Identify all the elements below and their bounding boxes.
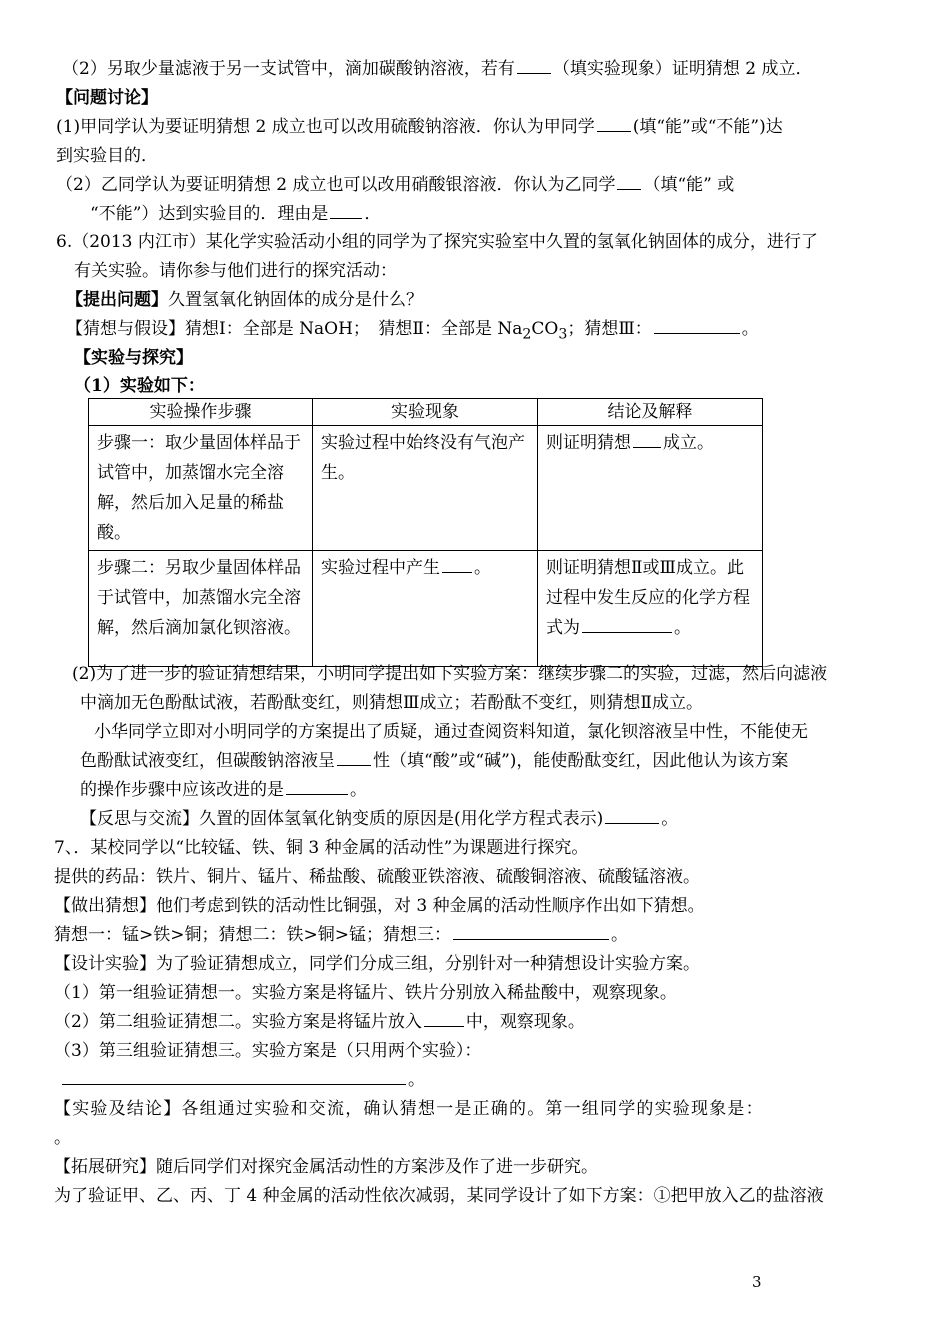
discussion-item-1: (1)甲同学认为要证明猜想 2 成立也可以改用硫酸钠溶液．你认为甲同学 (填“能”或“不能”)达 bbox=[56, 117, 783, 137]
answer-blank[interactable] bbox=[597, 115, 631, 132]
answer-blank[interactable] bbox=[330, 202, 362, 219]
page-number: 3 bbox=[752, 1273, 762, 1291]
q7-design-3: （3）第三组验证猜想三。实验方案是（只用两个实验）： bbox=[54, 1041, 482, 1061]
q7-conclusion-end: 。 bbox=[54, 1128, 71, 1148]
table-row bbox=[89, 426, 763, 551]
q6-reflection: 【反思与交流】久置的固体氢氧化钠变质的原因是(用化学方程式表示) 。 bbox=[80, 809, 679, 829]
table-header: 实验现象 bbox=[313, 399, 538, 426]
answer-blank[interactable] bbox=[517, 57, 551, 74]
q7-design: 【设计实验】为了验证猜想成立，同学们分成三组，分别针对一种猜想设计实验方案。 bbox=[54, 954, 700, 974]
discussion-item-1-cont: 到实验目的． bbox=[56, 146, 158, 166]
answer-blank[interactable] bbox=[424, 1010, 464, 1027]
experiment-table bbox=[88, 398, 763, 667]
q6-part2-line2: 中滴加无色酚酞试液，若酚酞变红，则猜想Ⅲ成立；若酚酞不变红，则猜想Ⅱ成立。 bbox=[80, 693, 703, 713]
table-header: 实验操作步骤 bbox=[89, 399, 313, 426]
table-header-row bbox=[89, 399, 763, 426]
q7-conclusion: 【实验及结论】各组通过实验和交流，确认猜想一是正确的。第一组同学的实验现象是： bbox=[54, 1099, 764, 1119]
q7-extend: 【拓展研究】随后同学们对探究金属活动性的方案涉及作了进一步研究。 bbox=[54, 1157, 598, 1177]
answer-blank[interactable] bbox=[633, 431, 661, 448]
q7-design-1: （1）第一组验证猜想一。实验方案是将锰片、铁片分别放入稀盐酸中，观察现象。 bbox=[54, 983, 677, 1003]
table-cell: 则证明猜想Ⅱ或Ⅲ成立。此过程中发生反应的化学方程式为 。 bbox=[538, 551, 763, 667]
q7-guess-heading: 【做出猜想】他们考虑到铁的活动性比铜强，对 3 种金属的活动性顺序作出如下猜想。 bbox=[54, 896, 705, 916]
answer-blank[interactable] bbox=[453, 923, 609, 940]
q7-last-line: 为了验证甲、乙、丙、丁 4 种金属的活动性依次减弱，某同学设计了如下方案：①把甲放入乙的盐溶液 bbox=[54, 1186, 824, 1206]
q6-part3-line2: 色酚酞试液变红，但碳酸钠溶液呈 性（填“酸”或“碱”)，能使酚酞变红，因此他认为该方案 bbox=[80, 751, 789, 771]
answer-blank[interactable] bbox=[582, 616, 672, 633]
q7-materials: 提供的药品：铁片、铜片、锰片、稀盐酸、硫酸亚铁溶液、硫酸铜溶液、硫酸锰溶液。 bbox=[54, 867, 700, 887]
answer-blank[interactable] bbox=[605, 807, 659, 824]
explore-heading: 【实验与探究】 bbox=[74, 348, 193, 368]
table-cell: 则证明猜想 成立。 bbox=[538, 426, 763, 551]
discussion-heading: 【问题讨论】 bbox=[56, 88, 158, 108]
q6-stem-line2: 有关实验。请你参与他们进行的探究活动： bbox=[74, 261, 397, 281]
q7-design-3-answer: 。 bbox=[60, 1068, 425, 1092]
q6-part2-line1: (2)为了进一步的验证猜想结果，小明同学提出如下实验方案：继续步骤二的实验，过滤，然后向滤液 bbox=[72, 664, 828, 684]
table-cell: 步骤二：另取少量固体样品于试管中，加蒸馏水完全溶解，然后滴加氯化钡溶液。 bbox=[89, 551, 313, 667]
q6-hypothesis: 【猜想与假设】猜想Ⅰ：全部是 NaOH； 猜想Ⅱ：全部是 $Na_2CO_3$；猜想Ⅲ： 。 bbox=[66, 319, 759, 343]
discussion-item-2-cont: “不能”）达到实验目的．理由是 ． bbox=[90, 204, 382, 224]
table-cell: 步骤一：取少量固体样品于试管中，加蒸馏水完全溶解，然后加入足量的稀盐酸。 bbox=[89, 426, 313, 551]
q7-stem: 7、．某校同学以“比较锰、铁、铜 3 种金属的活动性”为课题进行探究。 bbox=[54, 838, 589, 858]
table-header: 结论及解释 bbox=[538, 399, 763, 426]
q5-step2-line: （2）另取少量滤液于另一支试管中，滴加碳酸钠溶液，若有 （填实验现象）证明猜想 2 成立． bbox=[62, 59, 813, 79]
answer-blank[interactable] bbox=[286, 778, 348, 795]
q7-design-2: （2）第二组验证猜想二。实验方案是将锰片放入 中，观察现象。 bbox=[54, 1012, 585, 1032]
answer-blank[interactable] bbox=[654, 317, 740, 334]
table-cell: 实验过程中始终没有气泡产生。 bbox=[313, 426, 538, 551]
q7-guesses: 猜想一：锰>铁>铜；猜想二：铁>铜>锰；猜想三： 。 bbox=[54, 925, 628, 945]
answer-blank[interactable] bbox=[617, 173, 641, 190]
table-row bbox=[89, 551, 763, 667]
q6-part3-line3: 的操作步骤中应该改进的是 。 bbox=[80, 780, 367, 800]
q6-part3-line1: 小华同学立即对小明同学的方案提出了质疑，通过查阅资料知道，氯化钡溶液呈中性，不能使无 bbox=[94, 722, 808, 742]
q6-question: 【提出问题】久置氢氧化钠固体的成分是什么？ bbox=[66, 290, 423, 310]
table-cell: 实验过程中产生 。 bbox=[313, 551, 538, 667]
answer-blank[interactable] bbox=[442, 556, 472, 573]
discussion-item-2: （2）乙同学认为要证明猜想 2 成立也可以改用硝酸银溶液．你认为乙同学 （填“能” 或 bbox=[56, 175, 735, 195]
answer-blank[interactable] bbox=[62, 1068, 406, 1085]
answer-blank[interactable] bbox=[337, 749, 371, 766]
q6-stem-line1: 6.（2013 内江市）某化学实验活动小组的同学为了探究实验室中久置的氢氧化钠固体的成分，进行了 bbox=[56, 232, 818, 252]
experiment-intro: （1）实验如下： bbox=[74, 376, 205, 396]
